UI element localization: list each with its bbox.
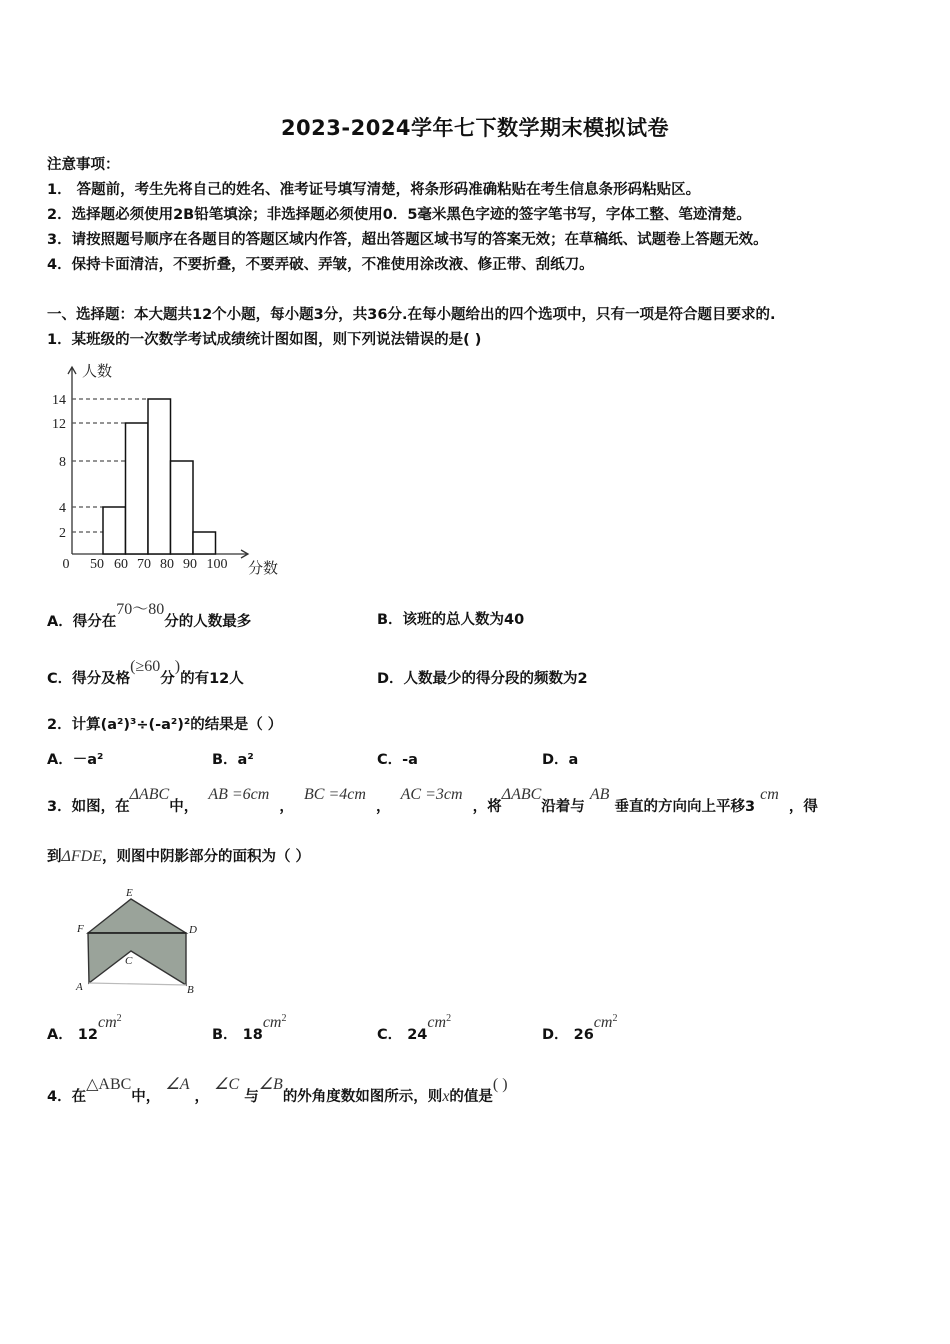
q3-text: ， (376, 799, 391, 815)
q3-text: 3．如图，在 (47, 799, 130, 815)
page-title: 2023-2024学年七下数学期末模拟试卷 (280, 116, 670, 140)
question-1-stem: 1．某班级的一次数学考试成绩统计图如图，则下列说法错误的是( ) (47, 332, 482, 348)
q1-option-d[interactable]: D．人数最少的得分段的频数为2 (377, 671, 588, 687)
option-c-text-end: 的有12人 (180, 671, 244, 687)
question-2-stem: 2．计算(a²)³÷(-a²)²的结果是（ ） (47, 717, 283, 733)
q2-option-d[interactable]: D．a (542, 752, 579, 768)
translation-diagram (70, 882, 210, 997)
option-value: 24 (407, 1027, 428, 1043)
x-tick-70: 70 (137, 557, 151, 572)
q3-math-triangle-abc: ΔABC (501, 786, 542, 803)
option-c-text-mid: 分 (160, 671, 175, 687)
option-exponent: 2 (281, 1013, 287, 1025)
q2-option-c[interactable]: C．-a (377, 752, 418, 768)
q3-math-triangle-fde: ΔFDE (61, 848, 102, 865)
q4-math-triangle: △ABC (86, 1076, 132, 1093)
label-d: D (189, 924, 197, 936)
q3-math-cm: cm (760, 786, 779, 803)
y-tick-4: 4 (59, 501, 66, 516)
q4-answer-paren: ( ) (492, 1076, 508, 1093)
option-unit: cm (593, 1014, 613, 1031)
q3-math-ab-side: AB (589, 786, 610, 803)
q3-math-bc: BC =4cm (304, 786, 366, 803)
q4-math-angle-c: ∠C (214, 1076, 240, 1093)
q4-text: 的值是 (449, 1089, 493, 1105)
question-3-stem-line2 (47, 845, 310, 866)
x-tick-80: 80 (160, 557, 174, 572)
option-unit: cm (427, 1014, 447, 1031)
q2-option-b[interactable]: B．a² (212, 752, 254, 768)
q3-text: ， (279, 799, 294, 815)
q4-math-angle-b: ∠B (258, 1076, 283, 1093)
option-a-math: 70～80 (116, 601, 165, 618)
q3-math-ab: AB =6cm (208, 786, 270, 803)
notice-heading: 注意事项： (47, 157, 120, 173)
y-tick-8: 8 (59, 455, 66, 470)
option-unit: cm (262, 1014, 282, 1031)
question-3-stem-line1 (47, 786, 818, 816)
q3-option-d[interactable] (542, 1013, 618, 1044)
option-c-math-open: (≥60 (130, 658, 161, 675)
x-tick-100: 100 (206, 557, 228, 572)
q2-option-a[interactable]: A．－a² (47, 752, 104, 768)
section-heading: 一、选择题：本大题共12个小题，每小题3分，共36分.在每小题给出的四个选项中，只有一项是符合题目要求的. (47, 307, 776, 323)
x-axis-label: 分数 (248, 561, 279, 577)
label-a: A (76, 981, 83, 993)
question-4-stem (47, 1076, 508, 1106)
label-c: C (125, 955, 133, 967)
q4-text: 与 (244, 1089, 259, 1105)
q1-option-a[interactable] (47, 601, 252, 631)
q4-text: 的外角度数如图所示，则 (282, 1089, 443, 1105)
q3-option-a[interactable] (47, 1013, 122, 1044)
q3-math-ac: AC =3cm (400, 786, 463, 803)
q3-text: 到 (47, 849, 62, 865)
q3-text: ，将 (472, 799, 502, 815)
option-letter: A． (47, 1027, 73, 1043)
y-tick-2: 2 (59, 526, 66, 541)
q4-text: 4．在 (47, 1089, 87, 1105)
notice-item: 2．选择题必须使用2B铅笔填涂；非选择题必须使用0．5毫米黑色字迹的签字笔书写，字体工整、笔迹清楚。 (47, 207, 751, 223)
option-letter: C． (377, 1027, 403, 1043)
q3-option-c[interactable] (377, 1013, 452, 1044)
option-a-text-end: 分的人数最多 (164, 614, 252, 630)
q4-math-angle-a: ∠A (165, 1076, 190, 1093)
q3-option-b[interactable] (212, 1013, 287, 1044)
option-letter: D． (542, 1027, 569, 1043)
option-value: 26 (573, 1027, 594, 1043)
q4-math-x: x (442, 1088, 450, 1105)
x-tick-50: 50 (90, 557, 104, 572)
q4-text: ， (194, 1089, 210, 1105)
x-tick-0: 0 (62, 557, 70, 572)
option-letter: B． (212, 1027, 238, 1043)
q1-option-b[interactable]: B．该班的总人数为40 (377, 612, 525, 628)
y-tick-14: 14 (52, 393, 66, 408)
q4-text: 中， (131, 1089, 161, 1105)
y-tick-12: 12 (52, 417, 66, 432)
label-b: B (187, 984, 194, 996)
translation-figure (70, 882, 210, 997)
option-a-text: A．得分在 (47, 614, 117, 630)
notice-item: 3．请按照题号顺序在各题目的答题区域内作答，超出答题区域书写的答案无效；在草稿纸、试题卷上答题无效。 (47, 232, 768, 248)
label-e: E (126, 887, 133, 899)
q3-text: ，得 (788, 799, 818, 815)
option-unit: cm (97, 1014, 117, 1031)
q3-text: 沿着与 (541, 799, 585, 815)
label-f: F (77, 923, 84, 935)
option-exponent: 2 (446, 1013, 452, 1025)
notice-item: 4．保持卡面清洁，不要折叠，不要弄破、弄皱，不准使用涂改液、修正带、刮纸刀。 (47, 257, 594, 273)
histogram-chart (40, 355, 300, 585)
option-value: 18 (242, 1027, 263, 1043)
q3-text: 垂直的方向向上平移3 (614, 799, 756, 815)
q3-text: 中， (169, 799, 199, 815)
x-tick-90: 90 (183, 557, 197, 572)
y-axis-label: 人数 (82, 364, 113, 380)
x-tick-60: 60 (114, 557, 128, 572)
q3-math-triangle-abc: ΔABC (129, 786, 170, 803)
option-c-text: C．得分及格 (47, 671, 131, 687)
option-exponent: 2 (116, 1013, 122, 1025)
q3-text: ，则图中阴影部分的面积为（ ） (102, 849, 311, 865)
option-c-math-close: ) (174, 658, 181, 675)
notice-item: 1． 答题前，考生先将自己的姓名、准考证号填写清楚，将条形码准确粘贴在考生信息条形码粘贴区。 (47, 182, 701, 198)
q1-option-c[interactable] (47, 658, 244, 688)
option-exponent: 2 (612, 1013, 618, 1025)
score-histogram (40, 355, 300, 585)
option-value: 12 (77, 1027, 98, 1043)
